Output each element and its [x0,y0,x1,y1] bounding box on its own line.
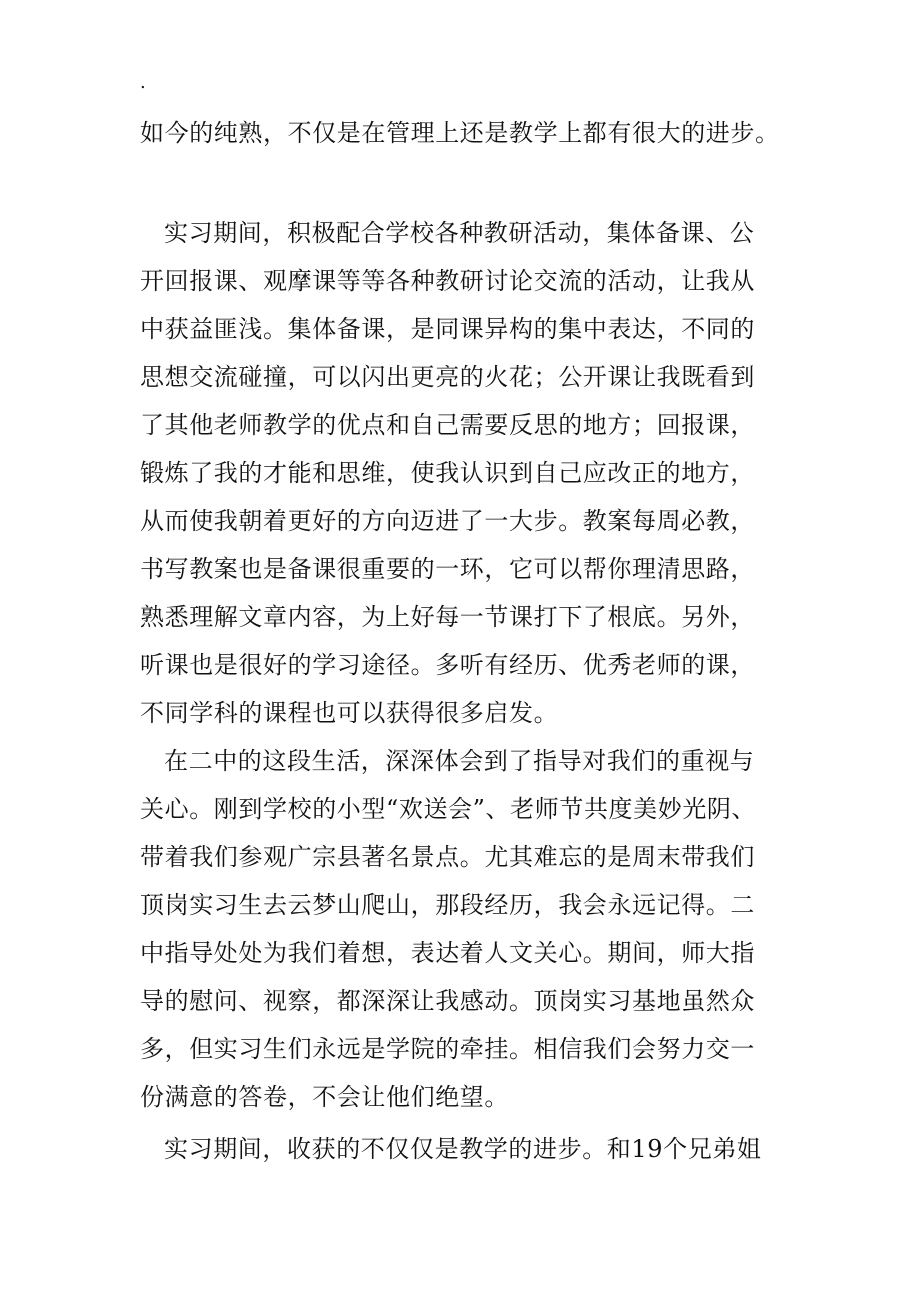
text-line: 中获益匪浅。集体备课，是同课异构的集中表达，不同的 [140,315,755,343]
text-line: 导的慰问、视察，都深深让我感动。顶岗实习基地虽然众 [140,987,755,1015]
page-marker: . [140,72,146,93]
text-line: 顶岗实习生去云梦山爬山，那段经历，我会永远记得。二 [140,891,755,919]
text-line: 实习期间，积极配合学校各种教研活动，集体备课、公 [164,219,755,247]
text-line: 了其他老师教学的优点和自己需要反思的地方；回报课， [140,411,755,439]
text-line: 如今的纯熟，不仅是在管理上还是教学上都有很大的进步。 [140,119,780,147]
text-line: 带着我们参观广宗县著名景点。尤其难忘的是周末带我们 [140,843,755,871]
text-line: 听课也是很好的学习途径。多听有经历、优秀老师的课， [140,651,755,679]
text-line: 从而使我朝着更好的方向迈进了一大步。教案每周必教， [140,507,755,535]
text-line: 思想交流碰撞，可以闪出更亮的火花；公开课让我既看到 [140,363,755,391]
text-line: 书写教案也是备课很重要的一环，它可以帮你理清思路， [140,555,755,583]
text-line: 份满意的答卷，不会让他们绝望。 [140,1083,509,1111]
text-line: 多，但实习生们永远是学院的牵挂。相信我们会努力交一 [140,1035,755,1063]
text-line: 不同学科的课程也可以获得很多启发。 [140,699,559,727]
text-line: 实习期间，收获的不仅仅是教学的进步。和19个兄弟姐 [164,1135,762,1163]
text-line: 锻炼了我的才能和思维，使我认识到自己应改正的地方， [140,459,755,487]
text-line: 开回报课、观摩课等等各种教研讨论交流的活动，让我从 [140,267,755,295]
text-line: 在二中的这段生活，深深体会到了指导对我们的重视与 [164,747,755,775]
text-line: 熟悉理解文章内容，为上好每一节课打下了根底。另外， [140,603,755,631]
text-line: 中指导处处为我们着想，表达着人文关心。期间，师大指 [140,939,755,967]
text-line: 关心。刚到学校的小型“欢送会”、老师节共度美妙光阴、 [140,795,757,823]
